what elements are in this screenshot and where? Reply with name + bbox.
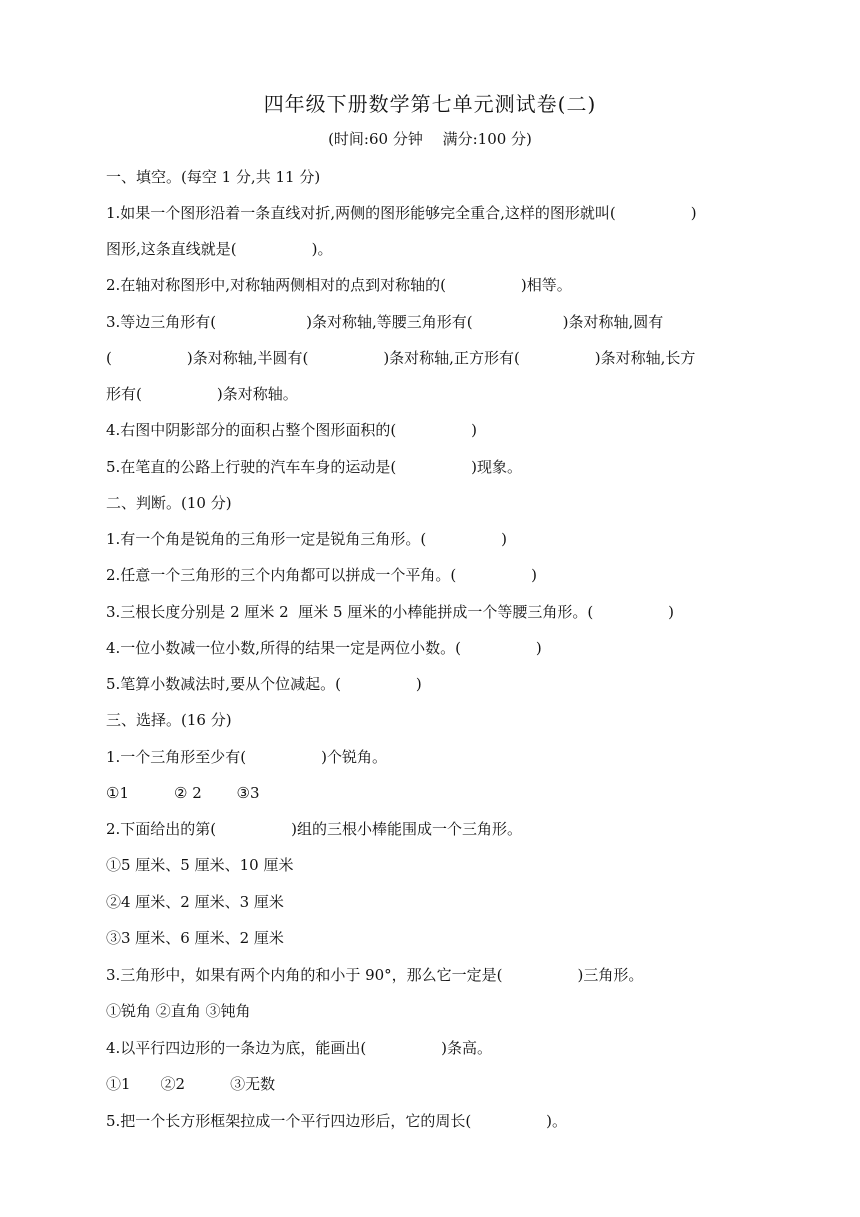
question-line: 4.右图中阴影部分的面积占整个图形面积的( ) [106,421,478,439]
question-line: 3.等边三角形有( )条对称轴,等腰三角形有( )条对称轴,圆有 [106,313,664,331]
question-line: 1.有一个角是锐角的三角形一定是锐角三角形。( ) [106,530,508,548]
section-heading-judge: 二、判断。(10 分) [106,494,232,512]
question-line: 形有( )条对称轴。 [106,385,298,403]
section-heading-choice: 三、选择。(16 分) [106,711,232,729]
question-line: 1.如果一个图形沿着一条直线对折,两侧的图形能够完全重合,这样的图形就叫( ) [106,204,697,222]
question-line: 1.一个三角形至少有( )个锐角。 [106,748,388,766]
option-line: ①锐角 ②直角 ③钝角 [106,1002,251,1020]
option-line: ①5 厘米、5 厘米、10 厘米 [106,856,294,874]
question-line: 2.在轴对称图形中,对称轴两侧相对的点到对称轴的( )相等。 [106,276,572,294]
option-line: ②4 厘米、2 厘米、3 厘米 [106,893,284,911]
question-line: 3.三根长度分别是 2 厘米 2 厘米 5 厘米的小棒能拼成一个等腰三角形。( ) [106,603,675,621]
question-line: 5.把一个长方形框架拉成一个平行四边形后，它的周长( )。 [106,1112,568,1130]
question-line: 图形,这条直线就是( )。 [106,240,333,258]
question-line: 2.下面给出的第( )组的三根小棒能围成一个三角形。 [106,820,523,838]
question-line: 4.以平行四边形的一条边为底，能画出( )条高。 [106,1039,493,1057]
question-line: 5.在笔直的公路上行驶的汽车车身的运动是( )现象。 [106,458,523,476]
exam-subtitle: (时间:60 分钟 满分:100 分) [328,130,532,148]
question-line: 4.一位小数减一位小数,所得的结果一定是两位小数。( ) [106,639,542,657]
question-line: ( )条对称轴,半圆有( )条对称轴,正方形有( )条对称轴,长方 [106,349,696,367]
exam-title: 四年级下册数学第七单元测试卷(二) [263,92,597,116]
question-line: 3.三角形中，如果有两个内角的和小于 90°，那么它一定是( )三角形。 [106,966,644,984]
question-line: 5.笔算小数减法时,要从个位减起。( ) [106,675,422,693]
option-line: ③3 厘米、6 厘米、2 厘米 [106,929,284,947]
option-line: ①1 ②2 ③无数 [106,1075,276,1093]
question-line: 2.任意一个三角形的三个内角都可以拼成一个平角。( ) [106,566,538,584]
option-line: ①1 ② 2 ③3 [106,784,260,802]
section-heading-fill-blank: 一、填空。(每空 1 分,共 11 分) [106,168,321,186]
